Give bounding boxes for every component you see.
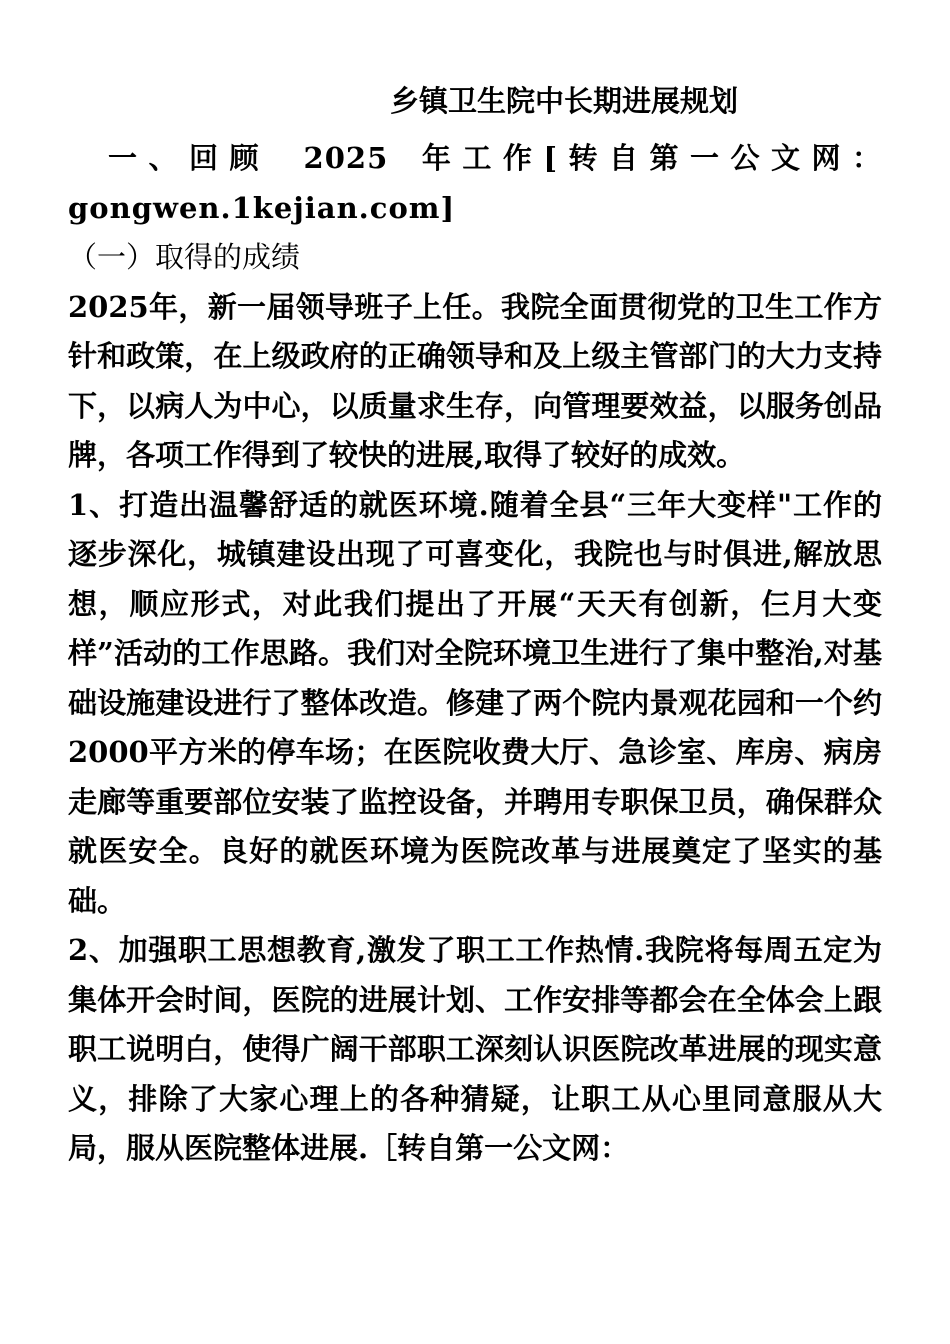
- document-title: 乡镇卫生院中长期进展规划: [390, 84, 739, 118]
- section-heading: [68, 130, 882, 233]
- section-heading-line-2: gongwen.1kejian.com]: [68, 190, 456, 225]
- subsection-heading: （一）取得的成绩: [68, 240, 301, 274]
- section-heading-line-1: 一、回顾 2025 年工作[转自第一公文网：: [108, 141, 882, 175]
- paragraph-achievements-intro: 2025年，新一届领导班子上任。我院全面贯彻党的卫生工作方针和政策，在上级政府的正确领导和及上级主管部门的大力支持下，以病人为中心，以质量求生存，向管理要效益，以服务创品牌，各项工作得到了较快的进展,取得了较好的成效。: [68, 289, 882, 472]
- paragraph-item-1: 1、打造出温馨舒适的就医环境.随着全县“三年大变样"工作的逐步深化，城镇建设出现了可喜变化，我院也与时俱进,解放思想，顺应形式，对此我们提出了开展“天天有创新，仨月大变样”活动的工作思路。我们对全院环境卫生进行了集中整治,对基础设施建设进行了整体改造。修建了两个院内景观花园和一个约2000平方米的停车场；在医院收费大厅、急诊室、库房、病房走廊等重要部位安装了监控设备，并聘用专职保卫员，确保群众就医安全。良好的就医环境为医院改革与进展奠定了坚实的基础。: [68, 487, 882, 918]
- paragraph-item-2: 2、加强职工思想教育,激发了职工工作热情.我院将每周五定为集体开会时间，医院的进展计划、工作安排等都会在全体会上跟职工说明白，使得广阔干部职工深刻认识医院改革进展的现实意义，排除了大家心理上的各种猜疑，让职工从心里同意服从大局，服从医院整体进展.［转自第一公文网：: [68, 933, 882, 1165]
- document-page: [68, 72, 882, 1174]
